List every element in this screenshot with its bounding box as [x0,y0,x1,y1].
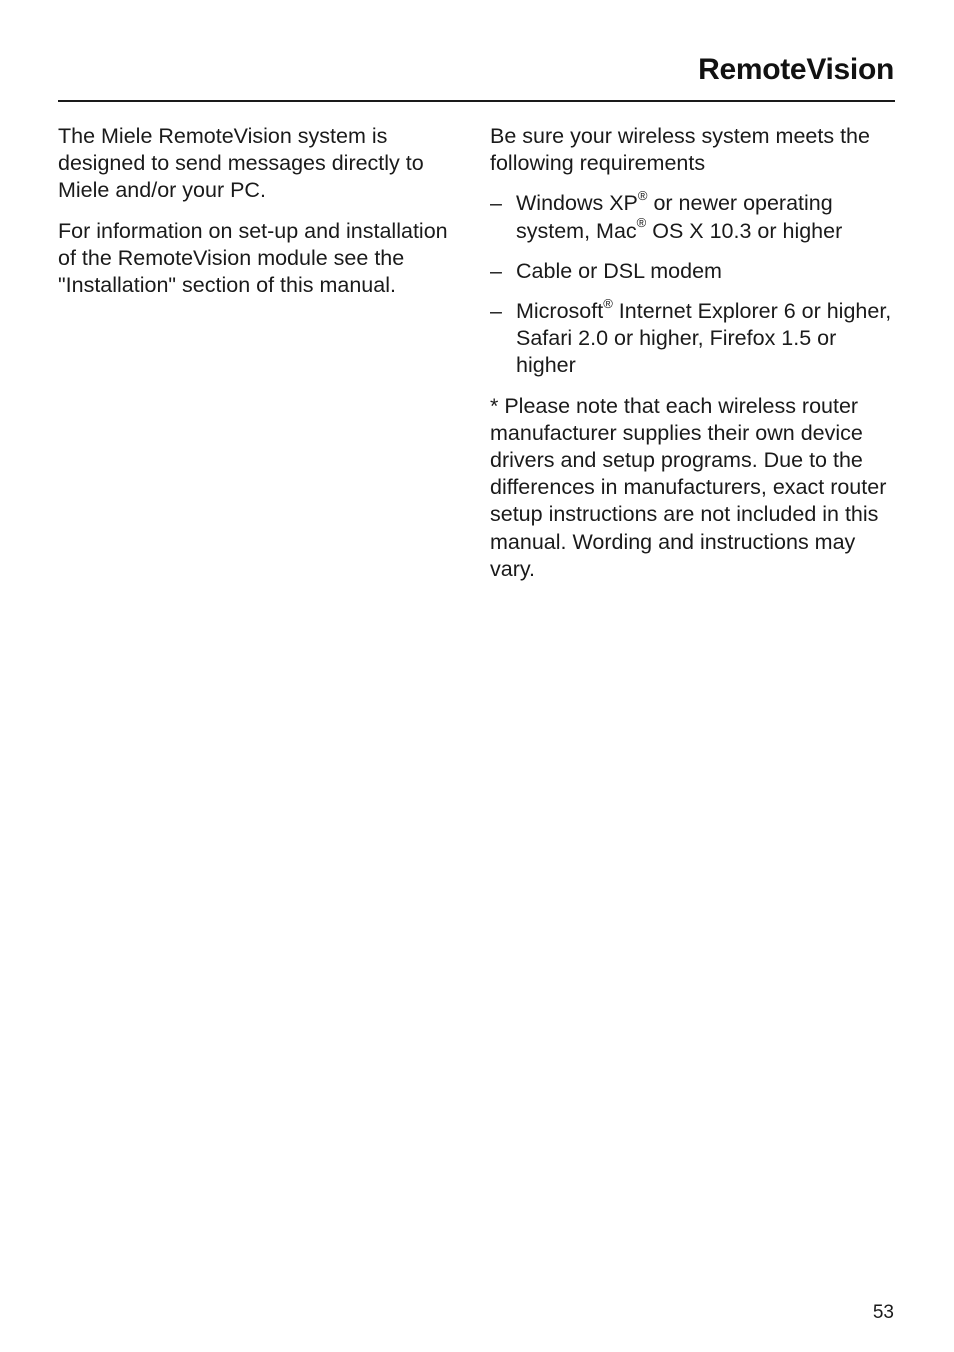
requirement-os-part1: Windows XP [516,191,638,216]
requirement-modem: Cable or DSL modem [516,258,722,283]
dash-bullet: – [490,258,502,283]
registered-mark: ® [603,295,613,311]
right-column [490,123,900,596]
requirement-browser-part2: Internet Explorer 6 or higher, Safari 2.0 or higher, Firefox 1.5 or higher [516,299,892,378]
list-item [490,258,900,285]
requirement-os-part3: OS X 10.3 or higher [646,218,843,243]
installation-paragraph: For information on set-up and installation of the RemoteVision module see the "Installation" section of this manual. [58,218,448,298]
dash-bullet: – [490,191,502,216]
intro-paragraph: The Miele RemoteVision system is designed to send messages directly to Miele and/or your PC. [58,124,424,203]
list-item [490,190,900,244]
requirement-os-part2: or newer operating system, Mac [516,191,833,243]
page-title: RemoteVision [698,53,894,86]
left-column [58,123,463,312]
registered-mark: ® [636,215,647,231]
dash-bullet: – [490,299,502,324]
list-item [490,295,900,380]
requirements-list [490,190,900,379]
registered-mark: ® [637,188,648,204]
header-divider [58,100,895,102]
requirements-intro: Be sure your wireless system meets the following requirements [490,124,870,176]
router-note: * Please note that each wireless router manufacturer supplies their own device drivers and setup programs. Due to the differences in manufacturers, exact router setup instructions are not included in this manual. Wording and instructions may vary. [490,393,887,581]
page-number: 53 [872,1302,894,1323]
requirement-browser-part1: Microsoft [516,299,604,324]
